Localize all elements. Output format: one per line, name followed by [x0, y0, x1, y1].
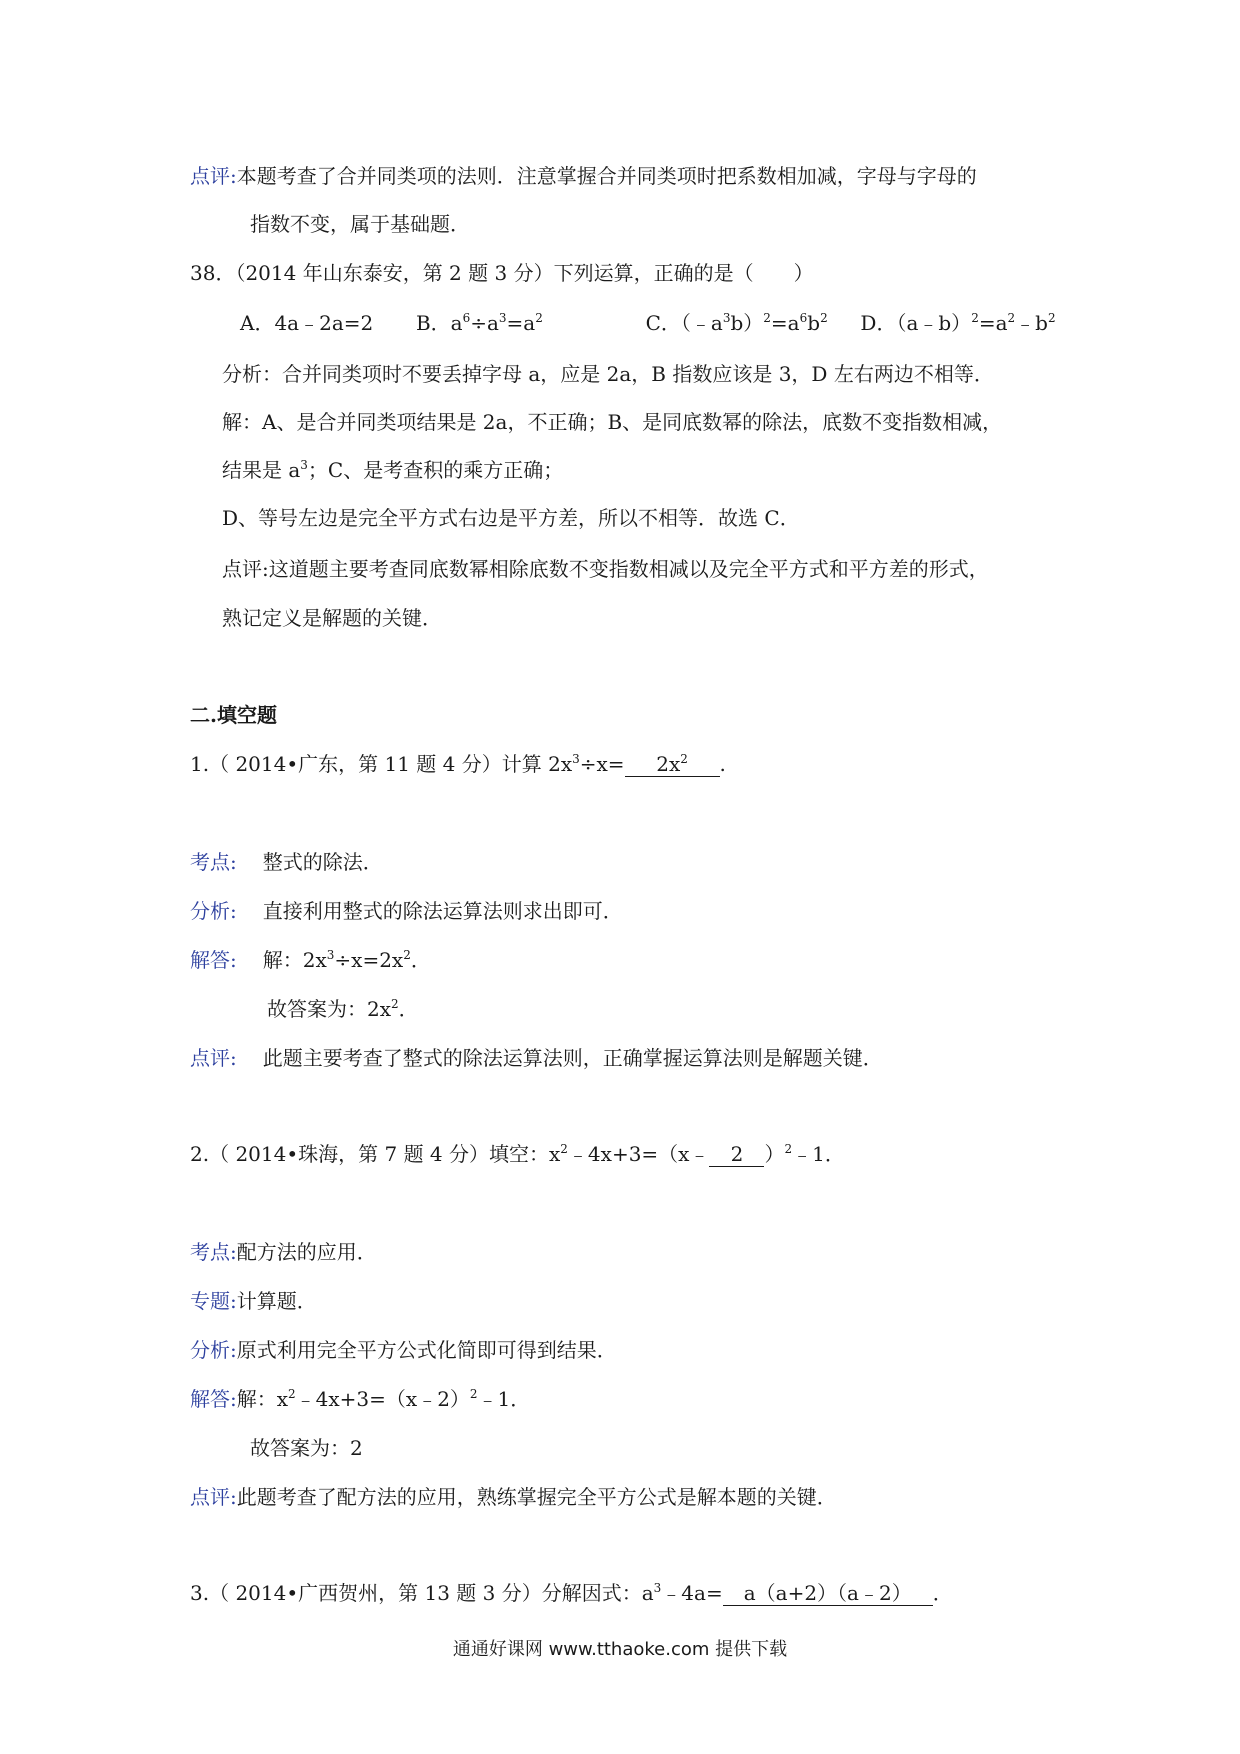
question-2-stem: 2.（ 2014•珠海，第 7 题 4 分）填空：$x^2﹣4x+3=(x﹣$ 2 ）$^2$﹣1．: [190, 1142, 845, 1166]
option-c: C．$(﹣a^3b)^2=a^6b^2$: [645, 311, 828, 335]
question-38-comment-line2: 熟记定义是解题的关键．: [222, 606, 442, 630]
prev-comment-text1: 本题考查了合并同类项的法则．注意掌握合并同类项时把系数相加减，字母与字母的: [236, 164, 977, 188]
q2-jieda-line2: 故答案为：2: [250, 1436, 363, 1460]
prev-comment-line2: 指数不变，属于基础题．: [250, 212, 470, 236]
q2-zhuanti: 专题:计算题．: [190, 1289, 317, 1313]
zhuanti-label: 专题:: [190, 1289, 237, 1313]
question-38-solution-line1: 解：A、是合并同类项结果是 2a，不正确；B、是同底数幂的除法，底数不变指数相减，: [222, 410, 1003, 434]
q1-jieda: 解答: 解：$2x^3\div x=2x^2$．: [190, 948, 431, 972]
page-footer: 通通好课网 www.tthaoke.com 提供下载: [452, 1639, 788, 1660]
kaodian-label: 考点:: [190, 850, 237, 874]
question-38-analysis: 分析：合并同类项时不要丢掉字母 a，应是 2a，B 指数应该是 3，D 左右两边不相等．: [222, 362, 994, 386]
section-title: 二.填空题: [190, 703, 277, 727]
question-3-stem: 3.（ 2014•广西贺州，第 13 题 3 分）分解因式：$a^3﹣4a=$ a（a+2）（a﹣2） ．: [190, 1581, 953, 1605]
jieda-label: 解答:: [190, 948, 237, 972]
q1-kaodian: 考点: 整式的除法．: [190, 850, 383, 874]
answer-blank: a（a+2）（a﹣2）: [723, 1581, 933, 1606]
q1-jieda-line2: 故答案为：$2x^2$．: [267, 997, 419, 1021]
option-b: B．$a^6\div a^3=a^2$: [415, 311, 543, 335]
question-38-solution-line3: D、等号左边是完全平方式右边是平方差，所以不相等．故选 C．: [222, 506, 800, 530]
jieda-label: 解答:: [190, 1387, 237, 1411]
question-38-comment-line1: 点评:这道题主要考查同底数幂相除底数不变指数相减以及完全平方式和平方差的形式，: [222, 557, 989, 581]
q1-dianping: 点评: 此题主要考查了整式的除法运算法则，正确掌握运算法则是解题关键．: [190, 1046, 883, 1070]
q2-dianping: 点评:此题考查了配方法的应用，熟练掌握完全平方公式是解本题的关键．: [190, 1485, 837, 1509]
option-d: D．$(a﹣b)^2=a^2﹣b^2$: [860, 311, 1056, 335]
answer-blank: $2x^2$: [625, 752, 720, 777]
q2-kaodian: 考点:配方法的应用．: [190, 1240, 377, 1264]
q2-jieda: 解答:解：$x^2﹣4x+3=(x﹣2)^2﹣1$．: [190, 1387, 531, 1411]
fenxi-label: 分析:: [190, 899, 237, 923]
q2-fenxi: 分析:原式利用完全平方公式化简即可得到结果．: [190, 1338, 617, 1362]
question-38-stem: 38．（2014 年山东泰安，第 2 题 3 分）下列运算，正确的是（ ）: [190, 261, 814, 285]
question-38-options: [240, 310, 1056, 336]
dianping-label: 点评:: [190, 1046, 237, 1070]
answer-blank: 2: [709, 1142, 764, 1167]
question-1-stem: 1.（ 2014•广东，第 11 题 4 分）计算 $2x^3\div x= 2x^2$ .: [190, 752, 726, 776]
fenxi-label: 分析:: [190, 1338, 237, 1362]
question-38-solution-line2: 结果是 $a^3$；C、是考查积的乘方正确；: [222, 458, 564, 482]
q1-fenxi: 分析: 直接利用整式的除法运算法则求出即可．: [190, 899, 623, 923]
option-a: A．4a﹣2a=2: [240, 311, 374, 335]
kaodian-label: 考点:: [190, 1240, 237, 1264]
dianping-label: 点评:: [190, 1485, 237, 1509]
comment-label: 点评:: [190, 164, 237, 188]
prev-comment-line1: [190, 163, 977, 189]
